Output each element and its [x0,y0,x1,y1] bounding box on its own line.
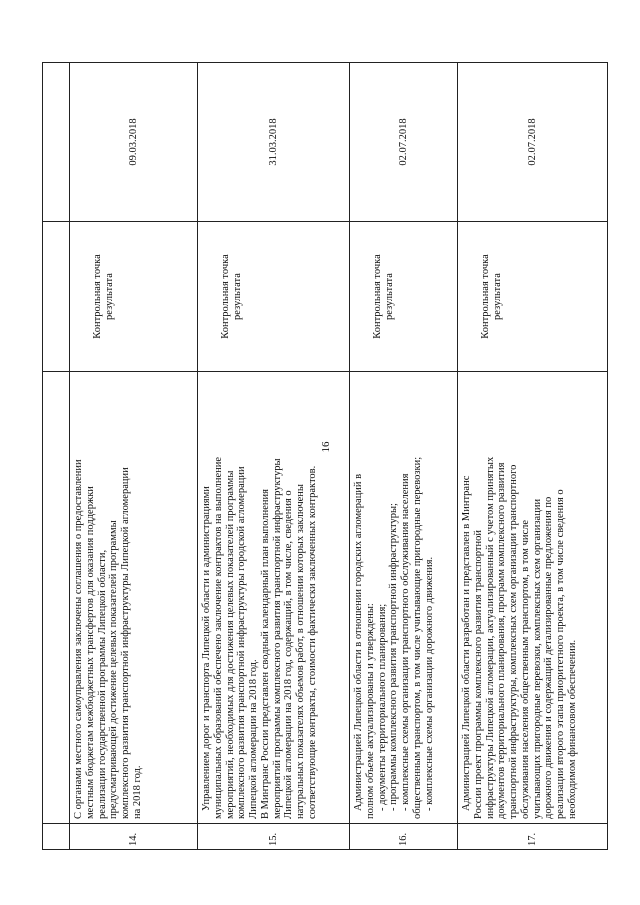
description-line: инфраструктуры Липецкой агломерации, актуализированный с учетом принятых [484,456,496,819]
control-points-table [42,62,608,850]
description-line: соответствующие контракты, стоимости фактически заключенных контрактов. [306,465,318,819]
type-line: Контрольная точка [480,254,491,339]
row-date: 09.03.2018 [70,63,198,222]
row-description [70,372,198,824]
description-line: общественным транспортом, в том числе учитывающие пригородные перевозки; [411,456,423,819]
description-line: реализации государственной программы Липецкой области, [96,549,108,819]
table-row [350,63,458,850]
table-header-blank-row [43,63,70,850]
type-line: результата [231,273,243,320]
table-row [458,63,608,850]
description-line: Администрацией Липецкой области разработан и представлен в Минтранс [461,475,472,811]
description-line: Администрацией Липецкой области в отношении городских агломераций в [353,473,364,811]
description-line: учитывающих пригородные перевозки, комплексных схем организации [531,498,543,819]
type-line: Контрольная точка [92,254,103,339]
description-line: В Минтранс России представлен сводный календарный план выполнения [259,489,271,819]
description-line: комплексного развития транспортной инфраструктуры городской агломерации [236,466,248,819]
description-line: дорожного движения и содержащий детализированные предложения по [543,496,555,819]
blank-cell [43,824,70,850]
row-date: 02.07.2018 [350,63,458,222]
description-line: мероприятий программы комплексного развития транспортной инфраструктуры [271,458,283,819]
description-line: муниципальных образований обеспечено заключение контрактов на выполнение [212,456,224,819]
description-line: транспортной инфраструктуры, комплексных схем организации транспортного [508,464,519,819]
description-line: - документы территориального планирования; [376,603,388,811]
type-line: результата [383,273,395,320]
row-date: 02.07.2018 [458,63,608,222]
description-line: мероприятий, необходимых для достижения целевых показателей программы [224,470,236,819]
description-line: С органами местного самоуправления заключены соглашения о предоставлении [73,459,84,819]
description-line: Управлением дорог и транспорта Липецкой области и администрациями [201,486,212,811]
table-row [198,63,350,850]
description-line: Липецкой агломерации на 2018 год. [248,659,259,819]
row-description [350,372,458,824]
description-line: полном объеме актуализированы и утверждены: [364,603,376,819]
row-date: 31.03.2018 [198,63,350,222]
type-line: результата [491,273,503,320]
row-type [198,222,350,372]
description-line: обслуживания населения общественным транспортом, в том числе [519,519,531,819]
type-line: результата [103,273,115,320]
row-number: 15. [198,824,350,850]
description-line: реализации второго этапа приоритетного проекта, в том числе сведения о [555,489,566,819]
row-description [198,372,350,824]
page-number: 16 [320,441,332,453]
description-line: натуральных показателях объемов работ, в отношении которых заключены [295,484,306,819]
description-line: Липецкой агломерации на 2018 год, содержащий, в том числе, сведения о [283,490,295,819]
description-line: - комплексные схемы организации транспортного обслуживания населения [400,473,411,811]
description-line: документов территориального планирования, программ комплексного развития [496,462,508,819]
blank-cell [43,63,70,222]
rotated-table-sheet [42,62,602,850]
description-line: на 2018 год. [131,765,143,819]
row-description [458,372,608,824]
table-row [70,63,198,850]
row-type [350,222,458,372]
description-line: предусматривающей достижение целевых показателей программы [108,520,120,819]
description-line: необходимом финансовом обеспечении. [566,639,578,819]
blank-cell [43,222,70,372]
type-line: Контрольная точка [220,254,231,339]
row-number: 17. [458,824,608,850]
row-type [70,222,198,372]
row-number: 14. [70,824,198,850]
description-line: России проект программы комплексного развития транспортной [472,530,484,819]
description-line: - программы комплексного развития транспортной инфраструктуры; [388,503,400,811]
row-type [458,222,608,372]
description-line: комплексного развития транспортной инфраструктуры Липецкой агломерации [120,467,131,819]
blank-cell [43,372,70,824]
type-line: Контрольная точка [372,254,383,339]
row-number: 16. [350,824,458,850]
description-line: местным бюджетам межбюджетных трансфертов для оказания поддержки [84,486,96,819]
description-line: - комплексные схемы организации дорожного движения. [423,556,435,811]
